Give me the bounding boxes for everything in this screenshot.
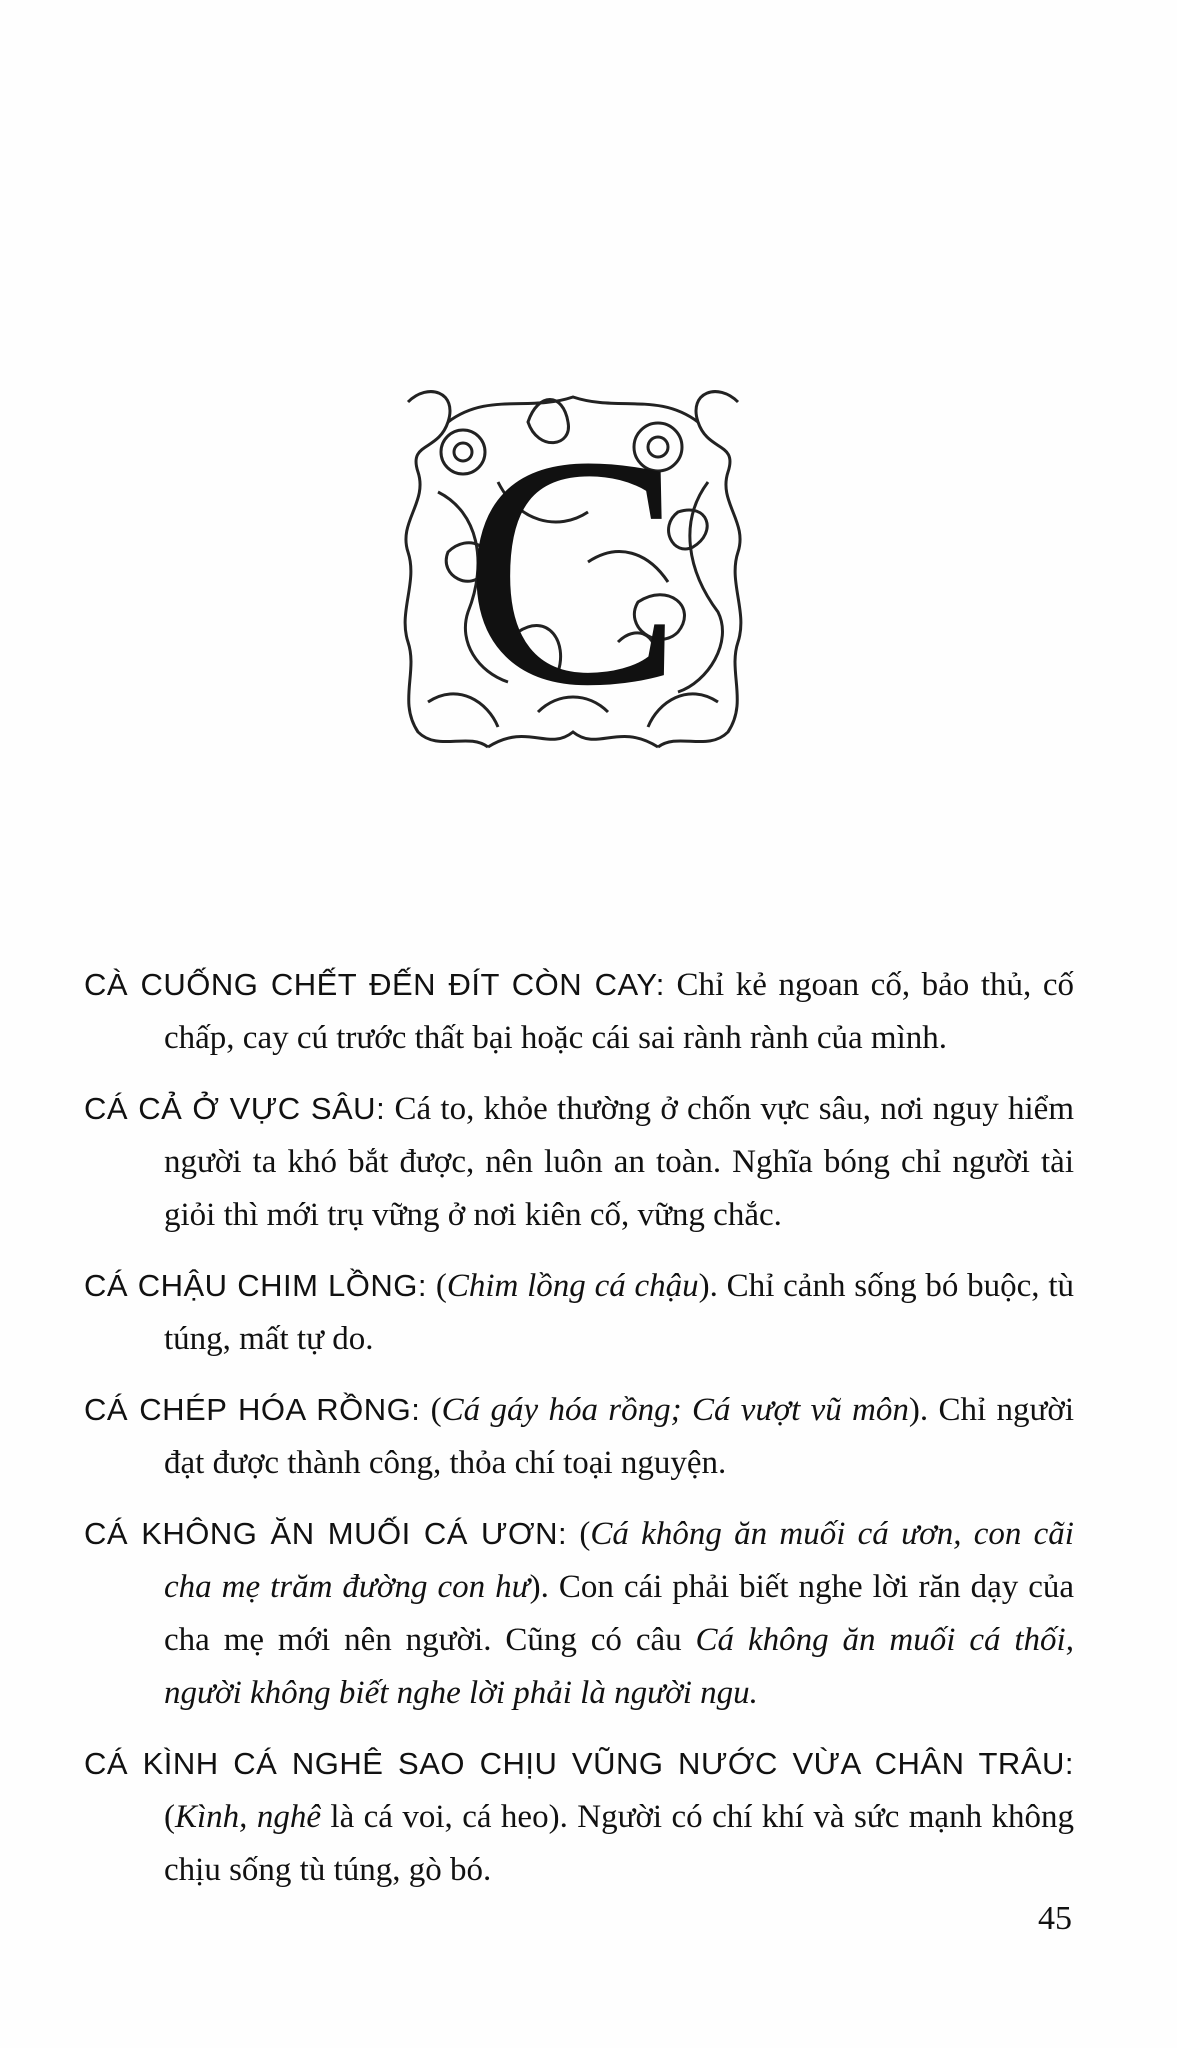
drop-cap-letter: C xyxy=(462,389,684,754)
dictionary-entries xyxy=(84,958,1074,1914)
entry-text: Chỉ kẻ ngoan cố, bảo thủ, cố chấp, cay cú trước thất bại hoặc cái sai rành rành của mình. xyxy=(164,967,1074,1056)
entry-text: ). Chỉ cảnh sống bó buộc, tù túng, mất tự do. xyxy=(164,1268,1074,1357)
entry-variant: Chim lồng cá chậu xyxy=(446,1268,699,1304)
dictionary-entry xyxy=(84,1737,1074,1897)
entry-headword: CÁ KHÔNG ĂN MUỐI CÁ ƯƠN: xyxy=(84,1516,568,1551)
entry-headword: CÁ CẢ Ở VỰC SÂU: xyxy=(84,1091,386,1126)
dictionary-entry xyxy=(84,1383,1074,1490)
entry-text: ( xyxy=(420,1392,442,1428)
entry-variant: Cá gáy hóa rồng; Cá vượt vũ môn xyxy=(441,1392,909,1428)
entry-headword: CÀ CUỐNG CHẾT ĐẾN ĐÍT CÒN CAY: xyxy=(84,967,665,1002)
entry-headword: CÁ CHẬU CHIM LỒNG: xyxy=(84,1268,428,1303)
entry-text: ). Chỉ người đạt được thành công, thỏa chí toại nguyện. xyxy=(164,1392,1074,1481)
entry-text: ). Con cái phải biết nghe lời răn dạy của cha mẹ mới nên người. Cũng có câu xyxy=(164,1569,1074,1658)
entry-variant: Kình, nghê xyxy=(175,1799,321,1835)
dictionary-entry xyxy=(84,958,1074,1065)
entry-text: ( xyxy=(427,1268,447,1304)
dictionary-entry xyxy=(84,1507,1074,1720)
entry-text: ( xyxy=(164,1799,175,1835)
entry-headword: CÁ KÌNH CÁ NGHÊ SAO CHỊU VŨNG NƯỚC VỪA CHÂN TRÂU: xyxy=(84,1746,1074,1781)
dictionary-entry xyxy=(84,1082,1074,1242)
floral-drop-cap-icon xyxy=(388,382,758,762)
entry-text: Cá to, khỏe thường ở chốn vực sâu, nơi nguy hiểm người ta khó bắt được, nên luôn an toàn. Nghĩa bóng chỉ người tài giỏi thì mới trụ vững ở nơi kiên cố, vững chắc. xyxy=(164,1091,1074,1233)
entry-headword: CÁ CHÉP HÓA RỒNG: xyxy=(84,1392,421,1427)
page-number: 45 xyxy=(1038,1900,1072,1937)
entry-variant: Cá không ăn muối cá ươn, con cãi cha mẹ trăm đường con hư xyxy=(164,1516,1074,1605)
dictionary-entry xyxy=(84,1259,1074,1366)
entry-text: ( xyxy=(567,1516,591,1552)
entry-variant: Cá không ăn muối cá thối, người không biết nghe lời phải là người ngu. xyxy=(164,1622,1074,1711)
entry-text: là cá voi, cá heo). Người có chí khí và sức mạnh không chịu sống tù túng, gò bó. xyxy=(164,1799,1074,1888)
